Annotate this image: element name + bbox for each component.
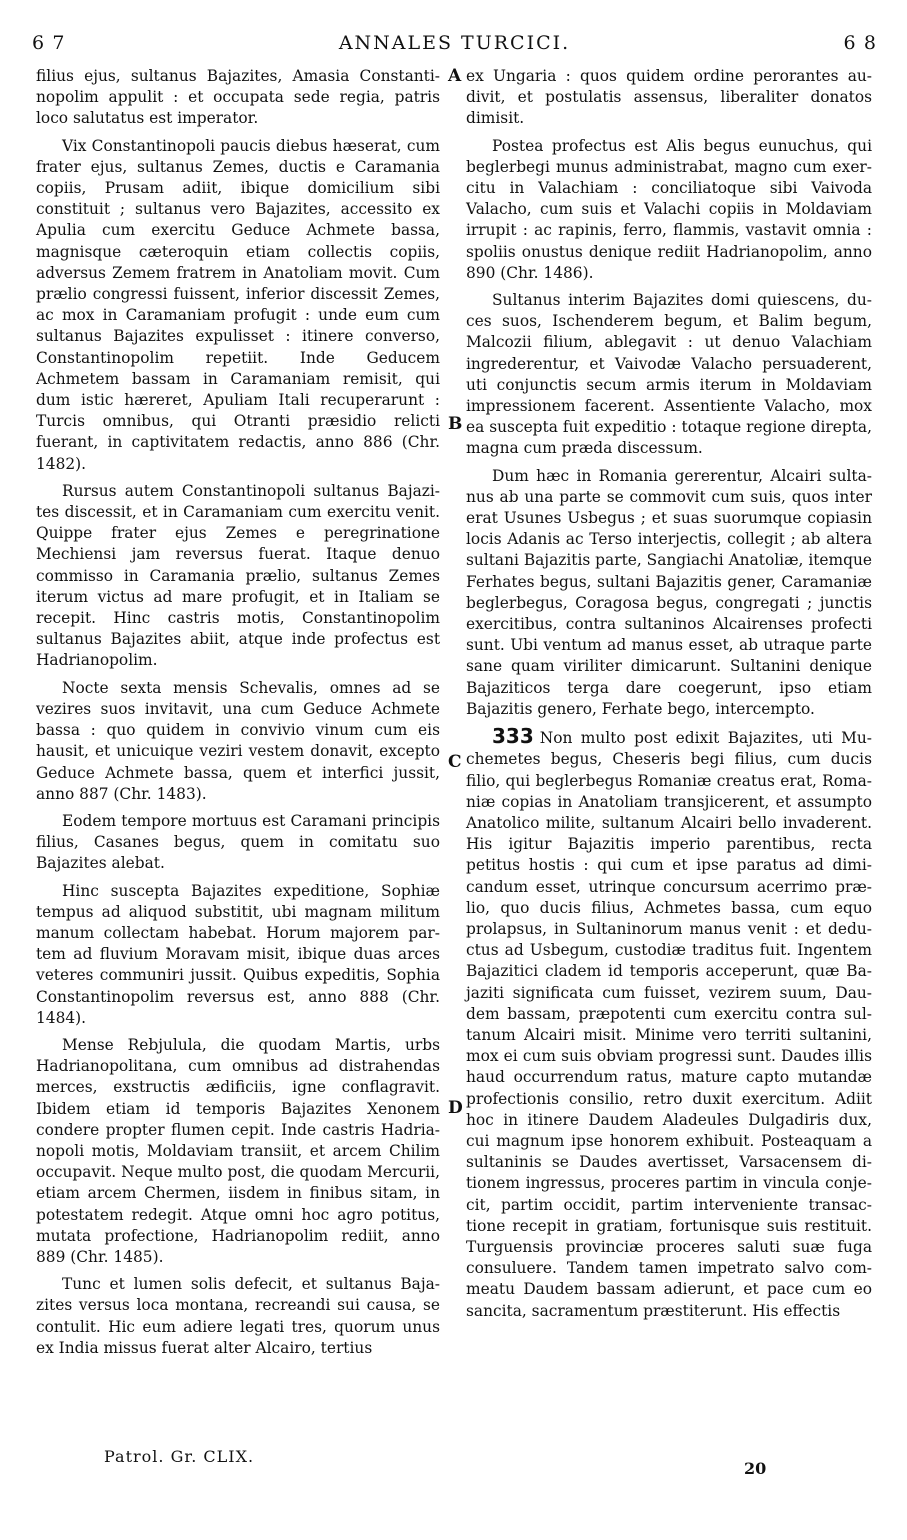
margin-marker-b: B	[448, 414, 463, 434]
paragraph: Mense Rebjulula, die quodam Martis, urbs Hadrianopolitana, cum omnibus ad distrahendas merces, exstructis ædificiis, igne conflagravit. Ibidem etiam id temporis Bajazites Xenonem condere propter flumen cepit. Inde castris Hadrianopoli motis, Moldaviam transiit, et arcem Chilim occupavit. Neque multo post, die quodam Mercurii, etiam arcem Chermen, iisdem in finibus sitam, in potestatem redegit. Atque omni hoc agro potitus, mutata profectione, Hadrianopolim rediit, anno 889 (Chr. 1485).	[36, 1035, 440, 1266]
paragraph: Eodem tempore mortuus est Caramani principis filius, Casanes begus, quem in comitatu suo Bajazites alebat.	[36, 811, 440, 873]
paragraph: Tunc et lumen solis defecit, et sultanus Bajazites versus loca montana, recreandi sui causa, se contulit. Hic eum adiere legati tres, quorum unus ex India missus fuerat alter Alcairo, tertius	[36, 1275, 440, 1357]
left-column	[36, 66, 440, 1365]
paragraph: Sultanus interim Bajazites domi quiescens, duces suos, Ischenderem begum, et Balim begum, Malcozii filium, ablegavit : ut denuo Valachiam ingrederentur, et Vaivodæ Valacho persuaderent, uti conjunctis secum armis iterum in Moldaviam impressionem facerent. Assentiente Valacho, mox ea suscepta fuit expeditio : totaque regione direpta, magna cum præda discessum.	[466, 291, 872, 458]
paragraph: Postea profectus est Alis begus eunuchus, qui beglerbegi munus administrabat, magno cum exercitu in Valachiam : conciliatoque sibi Vaivoda Valacho, cum suis et Valachi copiis in Moldaviam irrupit : ac rapinis, ferro, flammis, vastavit omnia : spoliis onustus denique rediit Hadrianopolim, anno 890 (Chr. 1486).	[466, 136, 872, 282]
footer-series-label: Patrol. Gr. CLIX.	[104, 1447, 255, 1466]
left-page-number: 6 7	[32, 32, 66, 54]
paragraph: filius ejus, sultanus Bajazites, Amasia Constantinopolim appulit : et occupata sede regia, patris loco salutatus est imperator.	[36, 67, 440, 128]
paragraph: ex Ungaria : quos quidem ordine perorantes audivit, et postulatis assensus, liberaliter donatos dimisit.	[466, 67, 872, 128]
paragraph-text: Non multo post edixit Bajazites, uti Muchemetes begus, Cheseris begi filius, cum ducis filio, qui beglerbegus Romaniæ creatus erat, Romaniæ copias in Anatoliam transjicerent, et assumpto Anatolico milite, sultanum Alcairi bello invaderent. His igitur Bajazitis imperio parentibus, recta petitus hostis : qui cum et ipse paratus ad dimicandum esset, utrinque concursum acerrimo prælio, quo ducis filius, Achmetes bassa, cum equo prolapsus, in Sultaninorum manus venit : et deductus ad Usbegum, custodiæ traditus fuit. Ingentem Bajazitici cladem id temporis acceperunt, quæ Bajaziti significata cum fuisset, vezirem suum, Daudem bassam, præpotenti cum exercitu contra sultanum Alcairi misit. Minime vero territi sultanini, mox ei cum suis obviam progressi sunt. Daudes illis haud occurrendum ratus, mature capto mutandæ profectionis consilio, retro duxit exercitum. Adiit hoc in itinere Daudem Aladeules Dulgadiris dux, cui magnum ipse honorem exhibuit. Posteaquam a sultaninis se Daudes avertisset, Varsacensem ditionem ingressus, proceres partim in vincula conjecit, partim occidit, partim interveniente transactione recepit in gratiam, fortunisque suis restituit. Turguensis provinciæ proceres saluti suæ fuga consuluere. Tandem tamen impetrato salvo commeatu Daudem bassam adierunt, et pace cum eo sancita, sacramentum præstiterunt. His effectis	[466, 729, 872, 1320]
running-title: ANNALES TURCICI.	[338, 32, 571, 54]
margin-marker-c: C	[448, 752, 462, 772]
signature-number: 20	[744, 1459, 767, 1478]
paragraph: Vix Constantinopoli paucis diebus hæserat, cum frater ejus, sultanus Zemes, ductis e Caramania copiis, Prusam adiit, ibique domicilium sibi constituit ; sultanus vero Bajazites, accessito ex Apulia cum exercitu Geduce Achmete bassa, magnisque cæteroquin etiam collectis copiis, adversus Zemem fratrem in Anatoliam movit. Cum prælio congressi fuissent, inferior discessit Zemes, ac mox in Caramaniam profugit : unde eum cum sultanus Bajazites expulisset : itinere converso, Constantinopolim repetiit. Inde Geducem Achmetem bassam in Caramaniam remisit, qui dum istic hæreret, Apuliam Itali recuperarunt : Turcis omnibus, qui Otranti præsidio relicti fuerant, in captivitatem redactis, anno 886 (Chr. 1482).	[36, 136, 440, 473]
paragraph: Rursus autem Constantinopoli sultanus Bajazites discessit, et in Caramaniam cum exercitu venit. Quippe frater ejus Zemes e peregrinatione Mechiensi jam reversus fuerat. Itaque denuo commisso in Caramania prælio, sultanus Zemes iterum victus ad mare profugit, et in Italiam se recepit. Hinc castris motis, Constantinopolim sultanus Bajazites abiit, atque inde profectus est Hadrianopolim.	[36, 481, 440, 670]
right-column	[466, 66, 872, 1328]
margin-marker-d: D	[448, 1098, 463, 1118]
page-header	[32, 32, 877, 60]
paragraph: Nocte sexta mensis Schevalis, omnes ad se vezires suos invitavit, una cum Geduce Achmete bassa : quo quidem in convivio vinum cum eis hausit, et unicuique veziri vestem donavit, excepto Geduce Achmete bassa, quem et interfici jussit, anno 887 (Chr. 1483).	[36, 678, 440, 803]
right-page-number: 6 8	[843, 32, 877, 54]
numbered-paragraph	[466, 726, 872, 1322]
margin-marker-a: A	[448, 66, 462, 86]
paragraph-number: 333	[492, 724, 534, 749]
paragraph: Hinc suscepta Bajazites expeditione, Sophiæ tempus ad aliquod substitit, ubi magnam militum manum collectam habebat. Horum majorem partem ad fluvium Moravam misit, ibique duas arces veteres communiri jussit. Quibus expeditis, Sophia Constantinopolim reversus est, anno 888 (Chr. 1484).	[36, 881, 440, 1027]
paragraph: Dum hæc in Romania gererentur, Alcairi sultanus ab una parte se commovit cum suis, quos inter erat Usunes Usbegus ; et suas suorumque copiasin locis Adanis ac Terso interjectis, collegit ; ab altera sultani Bajazitis parte, Sangiachi Anatoliæ, itemque Ferhates begus, sultani Bajazitis gener, Caramaniæ beglerbegus, Coragosa begus, congregati ; junctis exercitibus, contra sultaninos Alcairenses profecti sunt. Ubi ventum ad manus esset, ab utraque parte sane quam viriliter dimicarunt. Sultanini denique Bajaziticos terga dare coegerunt, ipso etiam Bajazitis genero, Ferhate bego, intercempto.	[466, 466, 873, 718]
